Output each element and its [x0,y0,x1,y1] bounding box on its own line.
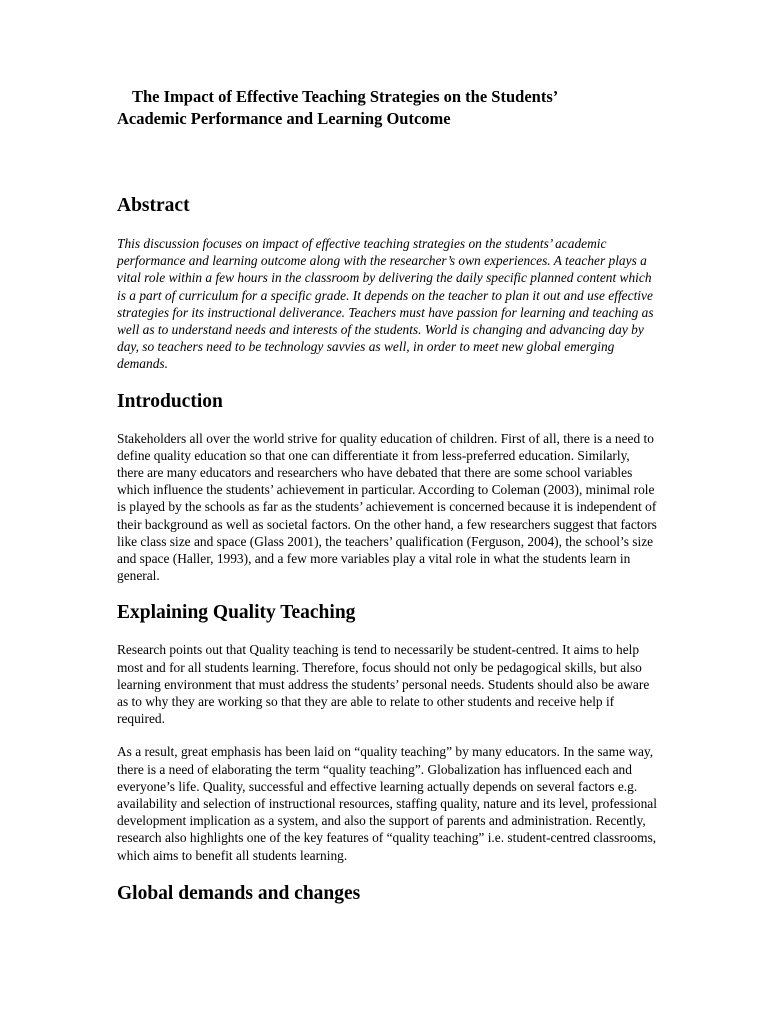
document-title [117,86,659,130]
document-page [117,86,659,906]
quality-teaching-paragraph-1: Research points out that Quality teaching is tend to necessarily be student-centred. It aims to help most and for all students learning. Therefore, focus should not only be pedagogical skills, but also learning environment that must address the students’ personal needs. Students should also be aware as to why they are working so that they are able to relate to other students and receive help if required. [117,642,650,727]
document-title-line-1: The Impact of Effective Teaching Strategies on the Students’ [132,87,559,106]
heading-abstract: Abstract [117,195,190,216]
quality-teaching-paragraph-2: As a result, great emphasis has been laid on “quality teaching” by many educators. In the same way, there is a need of elaborating the term “quality teaching”. Globalization has influenced each and everyone’s life. Quality, successful and effective learning actually depends on several factors e.g. availability and selection of instructional resources, staffing quality, nature and its level, professional development implication as a system, and also the support of parents and administration. Recently, research also highlights one of the key features of “quality teaching” i.e. student-centred classrooms, which aims to benefit all students learning. [117,744,657,863]
abstract-paragraph: This discussion focuses on impact of effective teaching strategies on the students’ academic performance and learning outcome along with the researcher’s own experiences. A teacher plays a vital role within a few hours in the classroom by delivering the daily specific planned content which is a part of curriculum for a specific grade. It depends on the teacher to plan it out and use effective strategies for its instructional deliverance. Teachers must have passion for learning and teaching as well as to understand needs and interests of the students. World is changing and advancing day by day, so teachers need to be technology savvies as well, in order to meet new global emerging demands. [117,236,654,372]
document-title-line-2: Academic Performance and Learning Outcome [117,109,451,128]
introduction-paragraph: Stakeholders all over the world strive for quality education of children. First of all, there is a need to define quality education so that one can differentiate it from less-preferred education. Similarly, there are many educators and researchers who have debated that there are some school variables which influence the students’ achievement in particular. According to Coleman (2003), minimal role is played by the schools as far as the students’ achievement is concerned because it is independent of their background as well as societal factors. On the other hand, a few researchers suggest that factors like class size and space (Glass 2001), the teachers’ qualification (Ferguson, 2004), the school’s size and space (Haller, 1993), and a few more variables play a vital role in what the students learn in general. [117,430,657,584]
heading-global-demands-and-changes: Global demands and changes [117,882,361,904]
heading-introduction: Introduction [117,390,223,412]
heading-explaining-quality-teaching: Explaining Quality Teaching [117,602,356,624]
